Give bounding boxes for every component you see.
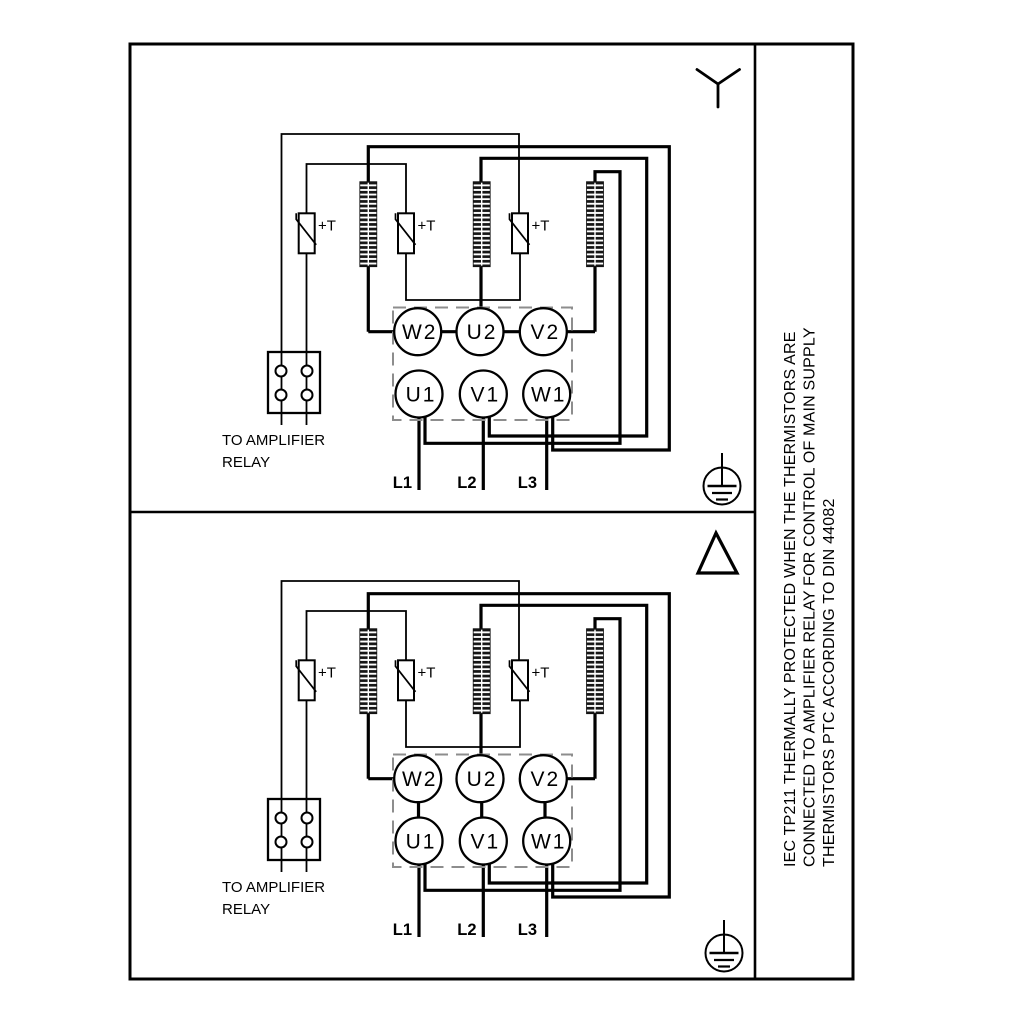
terminal-label-u2: U2 (466, 321, 498, 345)
supply-label-l2: L2 (457, 474, 477, 492)
thermistor-icon (396, 213, 416, 253)
delta-connection-icon (698, 533, 737, 573)
terminal-label-w1: W1 (530, 383, 567, 407)
terminal-label-v1: V1 (470, 383, 501, 407)
supply-label-l2: L2 (457, 921, 477, 939)
panel-star (222, 70, 741, 505)
amplifier-relay-caption: TO AMPLIFIER (222, 432, 326, 449)
thermistor-icon (510, 213, 530, 253)
supply-label-l3: L3 (517, 921, 537, 939)
winding-coil (360, 629, 377, 714)
terminal-label-u1: U1 (405, 830, 437, 854)
amplifier-relay-caption: RELAY (222, 901, 271, 918)
terminal-label-w2: W2 (401, 321, 438, 345)
winding-coil (473, 182, 490, 267)
terminal-label-u2: U2 (466, 768, 498, 792)
side-note-line3: THERMISTORS PTC ACCORDING TO DIN 44082 (821, 498, 838, 867)
winding-coil (360, 182, 377, 267)
supply-label-l1: L1 (392, 921, 412, 939)
thermistor-icon (510, 660, 530, 700)
thermistor-label: +T (417, 664, 436, 682)
earth-ground-icon (704, 453, 741, 505)
winding-coil (587, 182, 604, 267)
thermistor-label: +T (318, 664, 336, 682)
side-note-line1: IEC TP211 THERMALLY PROTECTED WHEN THE THERMISTORS ARE (782, 331, 799, 867)
terminal-label-w2: W2 (401, 768, 438, 792)
terminal-label-v1: V1 (470, 830, 501, 854)
amplifier-relay-terminals (268, 799, 320, 860)
amplifier-relay-caption: RELAY (222, 454, 271, 471)
supply-label-l3: L3 (517, 474, 537, 492)
thermistor-icon (396, 660, 416, 700)
amplifier-relay-terminals (268, 352, 320, 413)
winding-coil (587, 629, 604, 714)
side-note (782, 327, 838, 867)
amplifier-relay-caption: TO AMPLIFIER (222, 879, 326, 896)
terminal-label-w1: W1 (530, 830, 567, 854)
winding-coil (473, 629, 490, 714)
terminal-label-v2: V2 (530, 321, 561, 345)
thermistor-label: +T (417, 217, 436, 235)
thermistor-label: +T (531, 664, 550, 682)
thermistor-label: +T (318, 217, 336, 235)
earth-ground-icon (706, 920, 743, 972)
supply-label-l1: L1 (392, 474, 412, 492)
star-connection-icon (697, 70, 740, 108)
side-note-line2: CONNECTED TO AMPLIFIER RELAY FOR CONTROL OF MAIN SUPPLY (801, 327, 819, 867)
terminal-label-u1: U1 (405, 383, 437, 407)
thermistor-icon (296, 660, 316, 700)
terminal-label-v2: V2 (530, 768, 561, 792)
thermistor-icon (296, 213, 316, 253)
panel-delta (222, 533, 743, 972)
thermistor-label: +T (531, 217, 550, 235)
